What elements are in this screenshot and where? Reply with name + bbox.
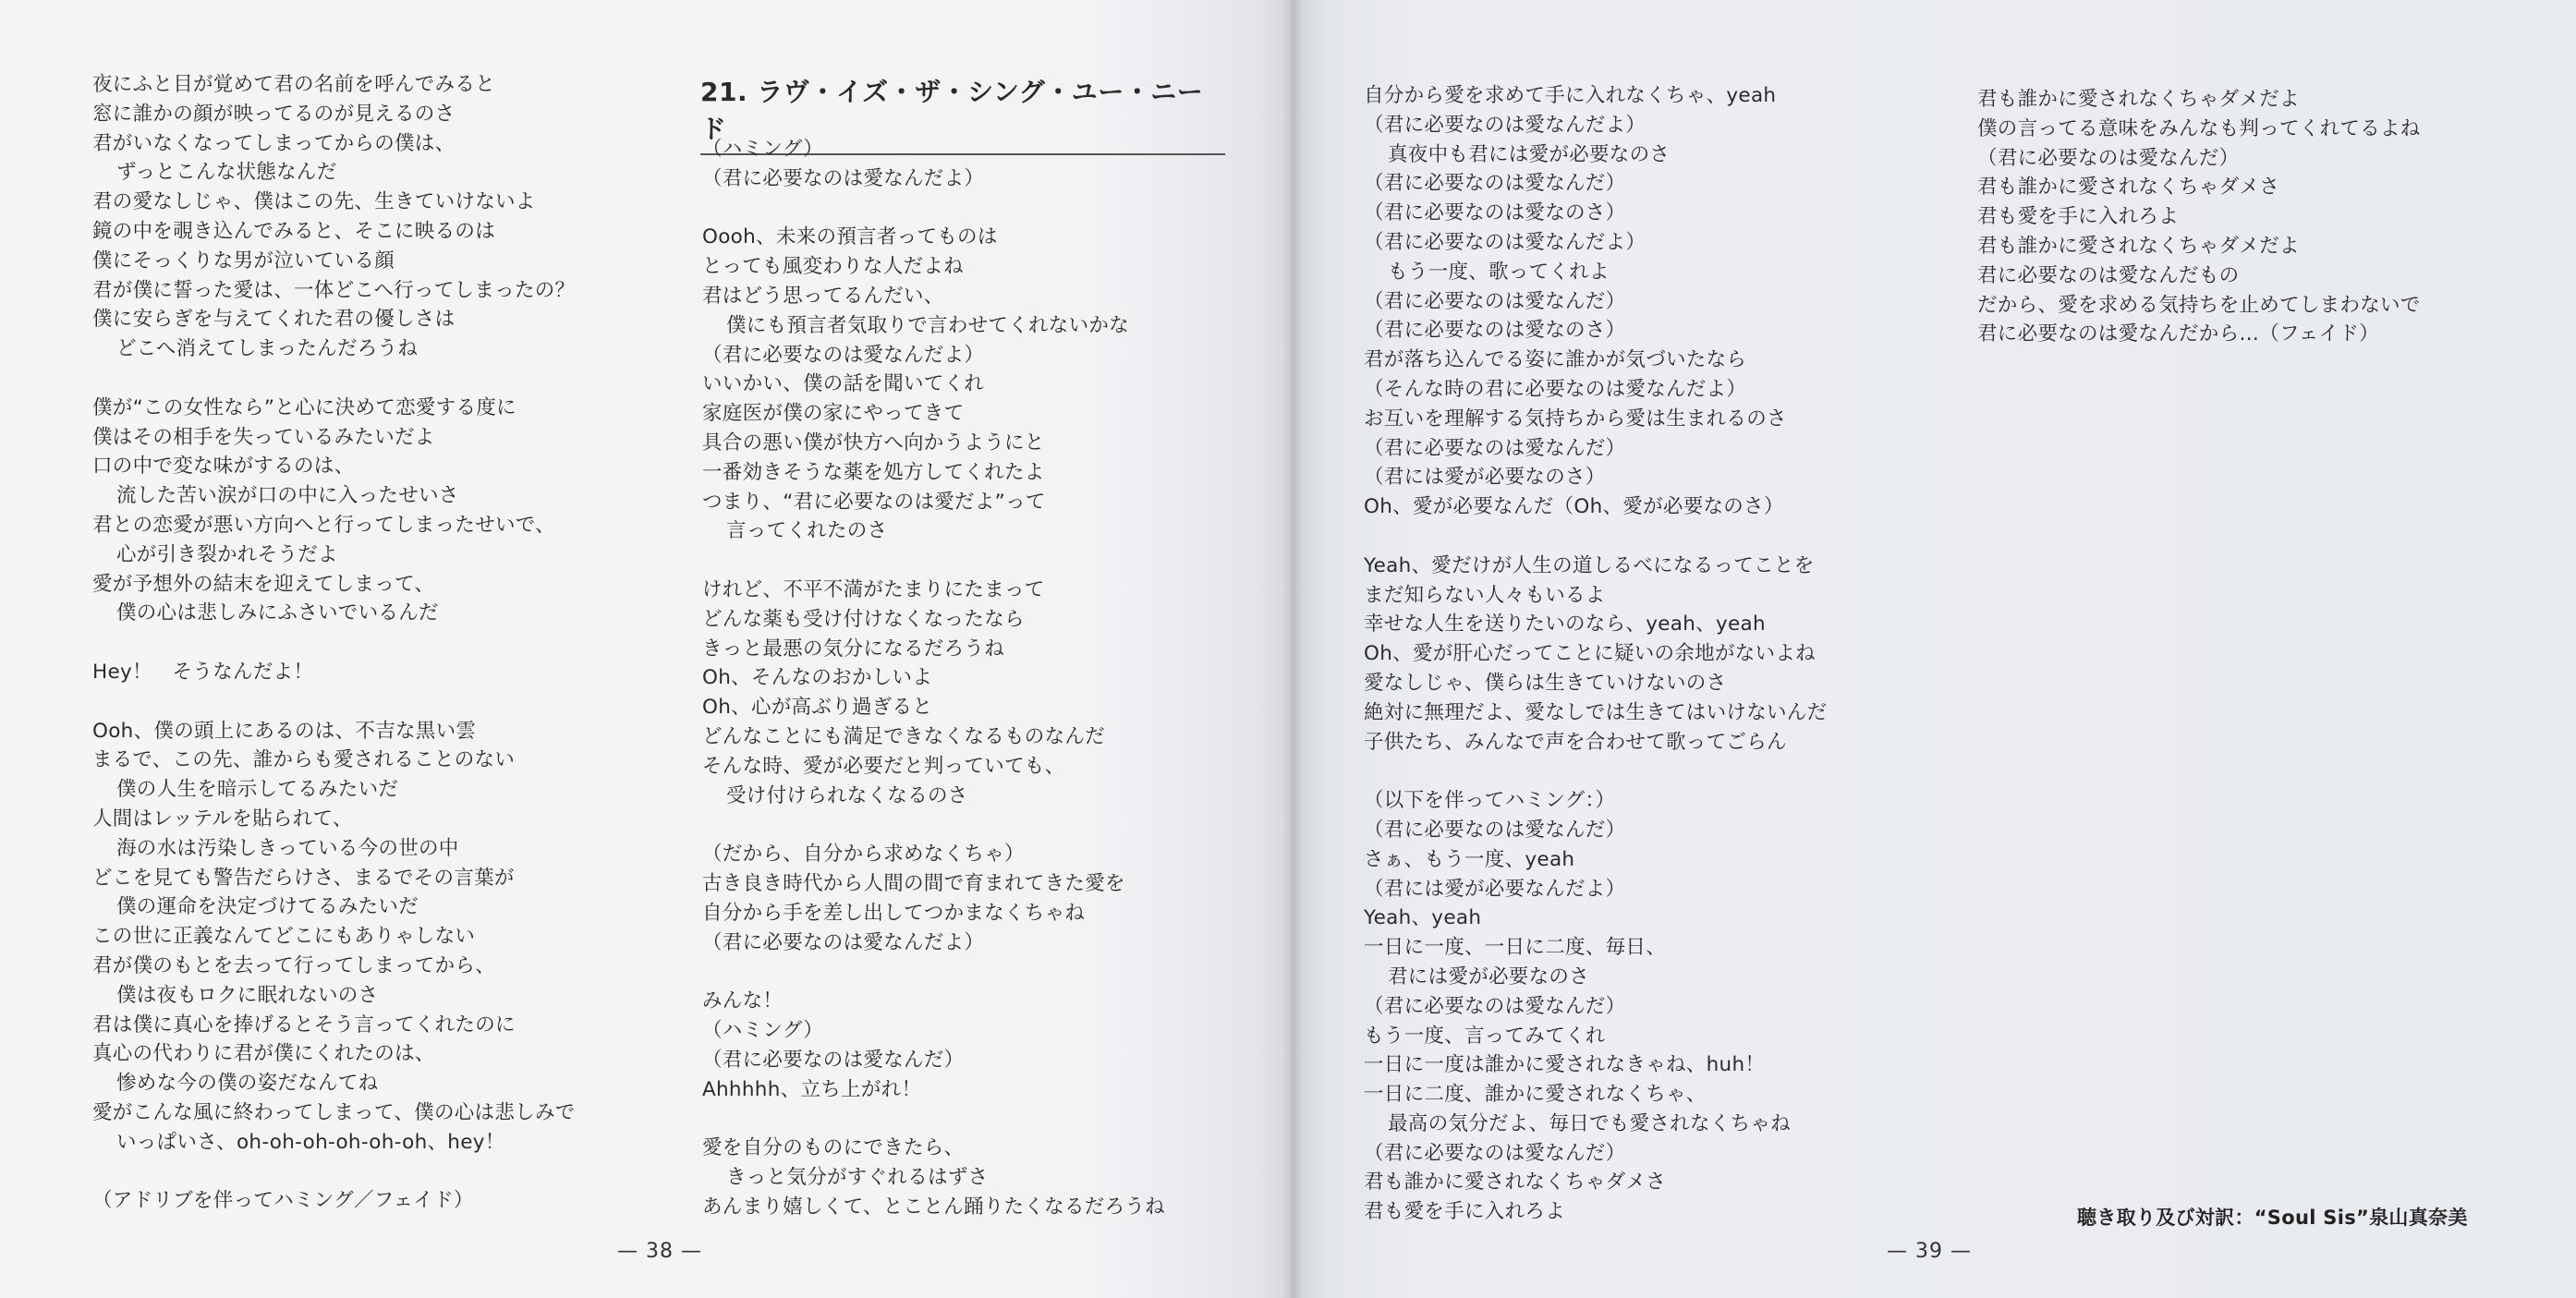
lyric-line: 古き良き時代から人間の間で育まれてきた愛を [702,871,1125,895]
lyric-line: 僕に安らぎを与えてくれた君の優しさは [92,308,456,332]
lyrics-column-3 [1364,81,1827,1227]
lyric-line: 僕が“この女性なら”と心に決めて恋愛する度に [92,395,516,419]
lyric-line: 君には愛が必要なのさ [1388,964,1590,989]
stanza-gap [702,194,1165,224]
book-gutter-shadow [1282,0,1303,1298]
lyric-line: どんなことにも満足できなくなるものなんだ [702,724,1106,748]
page-number-right: — 39 — [1887,1240,1972,1263]
lyric-line: 言ってくれたのさ [726,519,888,543]
lyric-line: 君も誰かに愛されなくちゃダメさ [1364,1171,1667,1195]
lyric-line: どこへ消えてしまったんだろうね [116,337,419,361]
lyric-line: 愛なしじゃ、僕らは生きていけないのさ [1364,671,1727,695]
lyrics-column-2 [702,135,1165,1221]
lyric-line: だから、愛を求める気持ちを止めてしまわないで [1977,293,2421,317]
lyric-line: （君に必要なのは愛なんだ） [1364,818,1626,842]
lyric-line: 君はどう思ってるんだい、 [702,284,944,308]
lyric-line: 一日に一度は誰かに愛されなきゃね、huh！ [1364,1053,1766,1077]
lyric-line: どこを見ても警告だらけさ、まるでその言葉が [92,866,515,890]
lyrics-column-4 [1977,85,2421,349]
lyric-line: 君は僕に真心を捧げるとそう言ってくれたのに [92,1013,516,1037]
lyric-line: どんな薬も受け付けなくなったなら [702,607,1025,631]
lyric-line: 僕の運命を決定づけてるみたいだ [116,895,419,919]
lyric-line: 僕は夜もロクに眠れないのさ [116,983,379,1007]
lyric-line: 僕はその相手を失っているみたいだよ [92,425,435,449]
lyric-line: 君も誰かに愛されなくちゃダメだよ [1977,88,2300,111]
lyric-line: 一番効きそうな薬を処方してくれたよ [702,460,1045,484]
stanza-gap [702,957,1165,987]
lyric-line: お互いを理解する気持ちから愛は生まれるのさ [1364,406,1787,431]
lyric-line: （君に必要なのは愛なんだ） [1364,994,1626,1018]
stanza-gap [702,546,1165,576]
lyric-line: （君に必要なのは愛なんだ） [1364,289,1626,313]
lyric-line: きっと気分がすぐれるはずさ [726,1165,989,1189]
lyric-line: 流した苦い涙が口の中に入ったせいさ [116,484,459,508]
lyric-line: （ハミング） [702,138,824,161]
stanza-gap [1364,522,1827,552]
lyric-line: 人間はレッテルを貼られて、 [92,807,353,831]
page-number-left: — 38 — [617,1240,702,1263]
lyric-line: 僕にも預言者気取りで言わせてくれないかな [726,313,1130,337]
translation-credit: 聴き取り及び対訳：“Soul Sis”泉山真奈美 [2077,1207,2468,1229]
lyric-line: 心が引き裂かれそうだよ [116,542,338,566]
stanza-gap [702,1104,1165,1134]
lyric-line: 一日に一度、一日に二度、毎日、 [1364,936,1667,960]
lyric-line: Oh、心が高ぶり過ぎると [702,696,933,720]
lyric-line: 真心の代わりに君が僕にくれたのは、 [92,1042,435,1066]
right-page [1292,0,2576,1298]
lyric-line: 夜にふと目が覚めて君の名前を呼んでみると [92,73,496,96]
lyric-line: Hey！ そうなんだよ！ [92,660,314,684]
lyric-line: Oh、そんなのおかしいよ [702,666,933,690]
lyric-line: Oh、愛が必要なんだ（Oh、愛が必要なのさ） [1364,495,1784,519]
lyric-line: 最高の気分だよ、毎日でも愛されなくちゃね [1388,1111,1792,1135]
lyric-line: （君には愛が必要なんだよ） [1364,877,1626,901]
lyric-line: 口の中で変な味がするのは、 [92,455,355,479]
lyric-line: 惨めな今の僕の姿だなんてね [116,1072,379,1096]
lyric-line: 君がいなくなってしまってからの僕は、 [92,131,456,155]
lyric-line: 家庭医が僕の家にやってきて [702,402,965,426]
lyric-line: もう一度、言ってみてくれ [1364,1024,1606,1048]
lyric-line: 君に必要なのは愛なんだもの [1977,263,2240,287]
lyric-line: きっと最悪の気分になるだろうね [702,637,1005,661]
lyric-line: 君も愛を手に入れろよ [1977,205,2180,229]
lyric-line: 君が僕に誓った愛は、一体どこへ行ってしまったの？ [92,278,576,302]
lyric-line: 愛を自分のものにできたら、 [702,1136,965,1160]
lyric-line: （以下を伴ってハミング：） [1364,789,1616,813]
lyric-line: 具合の悪い僕が快方へ向かうようにと [702,431,1045,455]
lyric-line: 窓に誰かの顔が映ってるのが見えるのさ [92,102,456,126]
lyric-line: 僕の人生を暗示してるみたいだ [116,778,399,802]
lyric-line: 君も誰かに愛されなくちゃダメさ [1977,176,2280,200]
lyric-line: けれど、不平不満がたまりにたまって [702,577,1045,601]
lyric-line: ずっとこんな状態なんだ [116,161,337,185]
lyric-line: （君に必要なのは愛なんだよ） [702,343,985,367]
lyric-line: 自分から愛を求めて手に入れなくちゃ、yeah [1364,84,1777,107]
lyric-line: Oooh、未来の預言者ってものは [702,225,998,249]
lyric-line: 幸せな人生を送りたいのなら、yeah、yeah [1364,613,1766,637]
stanza-gap [92,1157,576,1186]
lyric-line: （君に必要なのは愛なんだ） [1364,1141,1626,1165]
stanza-gap [92,687,576,717]
lyric-line: 君が僕のもとを去って行ってしまってから、 [92,953,496,977]
stanza-gap [92,364,576,394]
lyric-line: （君に必要なのは愛なのさ） [1364,319,1626,343]
lyric-line: Yeah、yeah [1364,906,1482,930]
lyric-line: 君の愛なしじゃ、僕はこの先、生きていけないよ [92,190,536,214]
lyric-line: 君との恋愛が悪い方向へと行ってしまったせいで、 [92,513,555,537]
lyric-line: まるで、この先、誰からも愛されることのない [92,748,516,772]
lyric-line: （ハミング） [702,1018,824,1042]
lyric-line: （そんな時の君に必要なのは愛なんだよ） [1364,377,1747,401]
lyric-line: 君も愛を手に入れろよ [1364,1200,1566,1224]
lyric-line: （君には愛が必要なのさ） [1364,466,1606,490]
lyric-line: 鏡の中を覗き込んでみると、そこに映るのは [92,219,496,243]
lyric-line: （君に必要なのは愛なんだ） [702,1048,965,1072]
lyric-line: Ooh、僕の頭上にあるのは、不吉な黒い雲 [92,719,477,743]
lyric-line: Ahhhhh、立ち上がれ！ [702,1077,922,1101]
lyric-line: （アドリブを伴ってハミング／フェイド） [92,1189,474,1213]
lyric-line: （君に必要なのは愛なのさ） [1364,201,1626,225]
lyric-line: さぁ、もう一度、yeah [1364,847,1575,871]
lyric-line: 一日に二度、誰かに愛されなくちゃ、 [1364,1083,1707,1107]
lyric-line: Yeah、愛だけが人生の道しるべになるってことを [1364,553,1815,577]
lyric-line: 子供たち、みんなで声を合わせて歌ってごらん [1364,730,1787,754]
lyric-line: 受け付けられなくなるのさ [726,783,968,807]
lyric-line: 愛が予想外の結末を迎えてしまって、 [92,572,435,596]
lyric-line: そんな時、愛が必要だと判っていても、 [702,754,1065,778]
lyric-line: 海の水は汚染しきっている今の世の中 [116,836,459,860]
lyric-line: 僕の心は悲しみにふさいでいるんだ [116,601,439,625]
lyric-line: みんな！ [702,989,784,1013]
lyric-line: とっても風変わりな人だよね [702,255,964,279]
lyric-line: いいかい、僕の話を聞いてくれ [702,372,985,396]
lyric-line: （君に必要なのは愛なんだよ） [702,930,985,954]
lyric-line: 愛がこんな風に終わってしまって、僕の心は悲しみで [92,1100,576,1124]
lyric-line: 絶対に無理だよ、愛なしでは生きてはいけないんだ [1364,700,1828,724]
lyric-line: （君に必要なのは愛なんだよ） [1364,113,1646,137]
lyric-line: 君も誰かに愛されなくちゃダメだよ [1977,234,2300,258]
lyric-line: （君に必要なのは愛なんだよ） [1364,230,1646,254]
lyric-line: 僕の言ってる意味をみんなも判ってくれてるよね [1977,116,2421,140]
lyric-line: （だから、自分から求めなくちゃ） [702,843,1025,867]
lyric-line: 君に必要なのは愛なんだから…（フェイド） [1977,322,2379,346]
lyric-line: この世に正義なんてどこにもありゃしない [92,925,476,949]
lyric-line: 自分から手を差し出してつかまなくちゃね [702,901,1086,925]
lyric-line: （君に必要なのは愛なんだ） [1364,172,1626,196]
lyric-line: 真夜中も君には愛が必要なのさ [1388,142,1671,166]
lyric-line: Oh、愛が肝心だってことに疑いの余地がないよね [1364,642,1816,666]
lyric-line: 僕にそっくりな男が泣いている顔 [92,249,395,273]
lyric-line: あんまり嬉しくて、とことん踊りたくなるだろうね [702,1195,1165,1219]
lyrics-column-1 [92,70,576,1216]
lyric-line: いっぱいさ、oh-oh-oh-oh-oh-oh、hey！ [116,1130,505,1154]
stanza-gap [702,810,1165,840]
song-title: 21. ラヴ・イズ・ザ・シング・ユー・ニード [700,72,1225,155]
lyric-line: まだ知らない人々もいるよ [1364,583,1606,607]
stanza-gap [1364,757,1827,786]
lyric-line: （君に必要なのは愛なんだよ） [702,166,985,190]
lyric-line: もう一度、歌ってくれよ [1388,260,1610,284]
lyric-line: 君が落ち込んでる姿に誰かが気づいたなら [1364,348,1747,372]
stanza-gap [92,628,576,658]
lyric-line: つまり、“君に必要なのは愛だよ”って [702,490,1046,514]
lyric-line: （君に必要なのは愛なんだ） [1977,146,2240,170]
lyric-line: （君に必要なのは愛なんだ） [1364,436,1626,460]
